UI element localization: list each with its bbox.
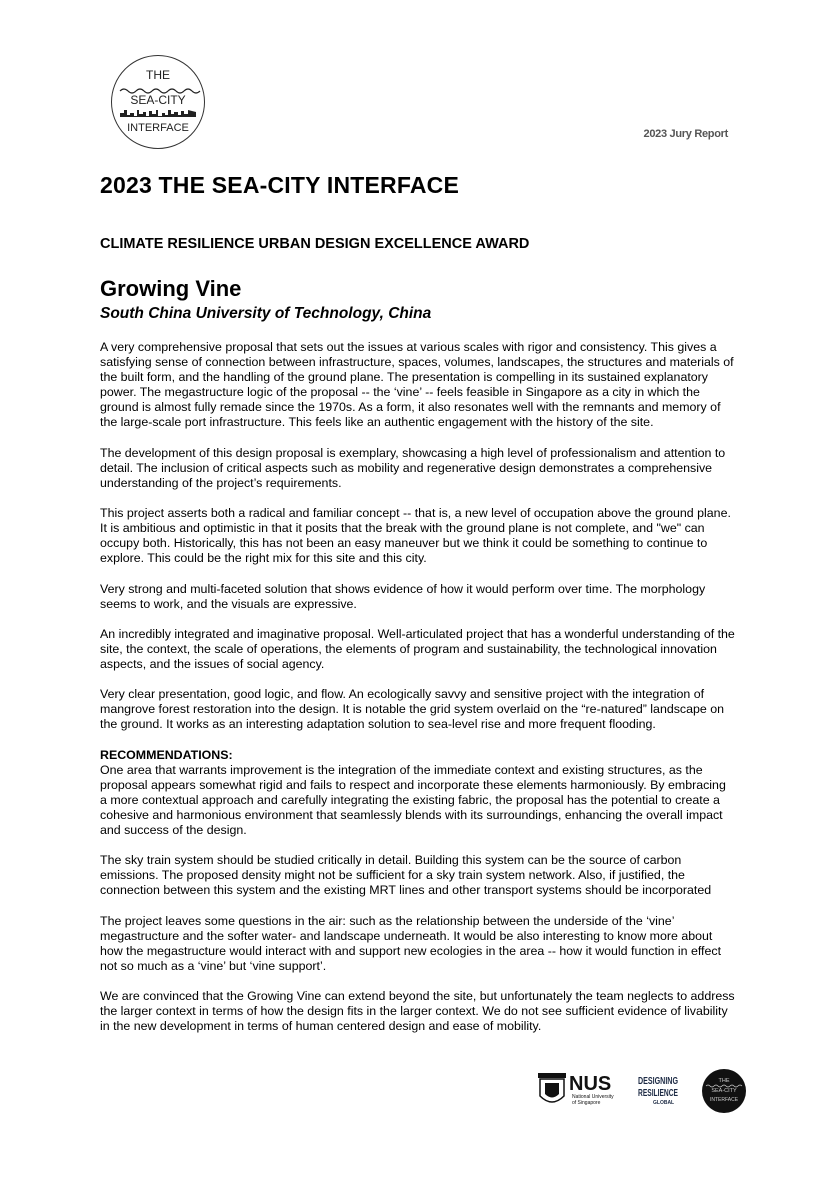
- nus-logo-text: NUS: [569, 1073, 612, 1095]
- nus-sub-1: National University: [572, 1094, 614, 1100]
- award-title: CLIMATE RESILIENCE URBAN DESIGN EXCELLENCE AWARD: [100, 236, 530, 252]
- svg-text:INTERFACE: INTERFACE: [709, 1097, 739, 1103]
- sea-city-interface-logo: [110, 54, 206, 150]
- svg-text:THE: THE: [718, 1078, 730, 1084]
- paragraph: A very comprehensive proposal that sets out the issues at various scales with rigor and consistency. This gives a satisfying sense of connection between infrastructure, spaces, volumes, landscapes, the structures and materials of the built form, and the handling of the ground plane. The presentation is compelling in its sustained explanatory power. The megastructure logic of the proposal -- the ‘vine’ -- feels feasible in Singapore as a city in which the ground is almost fully remade since the 1970s. As a form, it also resonates well with the remnants and memory of the large-scale port infrastructure. This feels like an authentic engagement with the history of the site.: [100, 340, 734, 430]
- project-title: Growing Vine: [100, 276, 242, 301]
- paragraph: The development of this design proposal is exemplary, showcasing a high level of professionalism and attention to detail. The inclusion of critical aspects such as mobility and regenerative design demonstrates a comprehensive understanding of the project’s requirements.: [100, 445, 726, 490]
- designing-resilience-logo: [638, 1076, 678, 1106]
- svg-text:INTERFACE: INTERFACE: [127, 122, 189, 134]
- nus-sub-2: of Singapore: [572, 1100, 601, 1106]
- jury-report-label: 2023 Jury Report: [643, 128, 728, 140]
- paragraph: An incredibly integrated and imaginative proposal. Well-articulated project that has a wonderful understanding of the site, the context, the scale of operations, the elements of program and sustainability, the technological innovation aspects, and the issues of social agency.: [100, 626, 735, 671]
- sea-city-interface-small-logo: [702, 1069, 746, 1113]
- report-body: [100, 340, 736, 1049]
- svg-text:SEA-CITY: SEA-CITY: [711, 1088, 737, 1094]
- paragraph: Very clear presentation, good logic, and flow. An ecologically savvy and sensitive project with the integration of mangrove forest restoration into the design. It is notable the grid system overlaid on the “re-natured” landscape on the ground. It works as an interesting adaptation solution to sea-level rise and more frequent flooding.: [100, 687, 725, 732]
- svg-text:DESIGNING: DESIGNING: [638, 1076, 679, 1087]
- recommendation-paragraph: We are convinced that the Growing Vine can extend beyond the site, but unfortunately the team neglects to address the larger context in terms of how the design fits in the larger context. We do not see sufficient evidence of livability in the new development in terms of human centered design and ease of mobility.: [100, 989, 735, 1034]
- school-name: South China University of Technology, China: [100, 305, 432, 322]
- footer-logos: [538, 1068, 748, 1118]
- svg-text:GLOBAL: GLOBAL: [653, 1100, 675, 1106]
- recommendation-paragraph: One area that warrants improvement is the integration of the immediate context and existing structures, as the proposal appears somewhat rigid and fails to respect and incorporate these elements harmoniously. By embracing a more contextual approach and carefully integrating the existing fabric, the proposal has the potential to create a cohesive and harmonious environment that seamlessly blends with its surroundings, enhancing the overall impact and success of the design.: [100, 762, 726, 837]
- svg-text:SEA-CITY: SEA-CITY: [130, 93, 186, 107]
- recommendation-paragraph: The sky train system should be studied critically in detail. Building this system can be the source of carbon emissions. The proposed density might not be sufficient for a sky train system network. Also, if justified, the connection between this system and the existing MRT lines and other transport systems should be incorporated: [100, 853, 712, 898]
- svg-text:THE: THE: [146, 68, 170, 82]
- recommendation-paragraph: The project leaves some questions in the air: such as the relationship between the underside of the ‘vine’ megastructure and the softer water- and landscape underneath. It would be also interesting to know more about how the megastructure would interact with and support new ecologies in the area -- how it would function in effect not so much as a ‘vine’ but ‘vine support’.: [100, 913, 722, 973]
- page-title: 2023 THE SEA-CITY INTERFACE: [100, 172, 460, 198]
- nus-crest-icon: [538, 1073, 566, 1102]
- recommendations-heading: RECOMMENDATIONS:: [100, 747, 233, 762]
- paragraph: Very strong and multi-faceted solution that shows evidence of how it would perform over time. The morphology seems to work, and the visuals are expressive.: [100, 581, 706, 611]
- svg-text:RESILIENCE: RESILIENCE: [638, 1088, 679, 1099]
- paragraph: This project asserts both a radical and familiar concept -- that is, a new level of occupation above the ground plane. It is ambitious and optimistic in that it posits that the break with the ground plane is not complete, and "we" can occupy both. Historically, this has not been an easy maneuver but we think it could be something to continue to explore. This could be the right mix for this site and this city.: [100, 506, 731, 566]
